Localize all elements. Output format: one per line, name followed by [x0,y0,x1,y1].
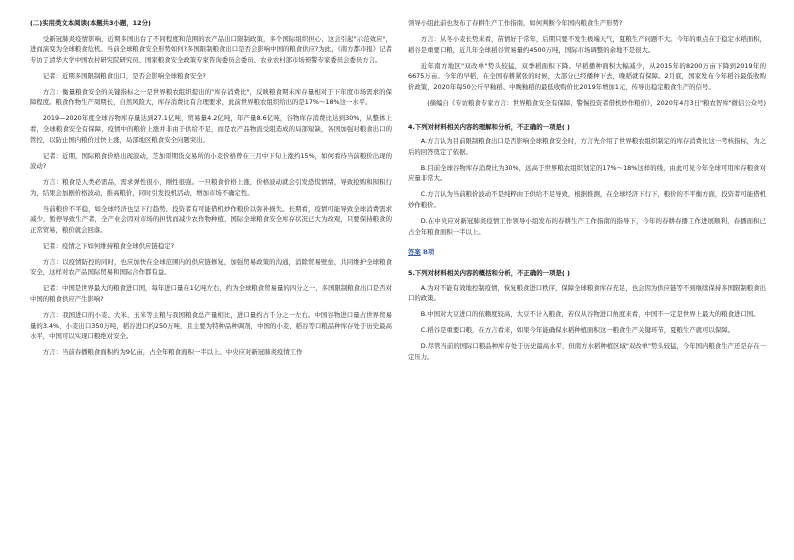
paragraph: 方言：我国进口的小麦、大米、玉米等主粮与我国粮食总产量相比，进口量约占千分之一左右。中国谷物进口量占世界贸易量的3.4%，小麦出口350万吨，稻谷进口约250万吨，且主要为特种品种调剂，中国的小麦、稻谷等口粮品种库存处于历史最高水平，中国可以实现口粮绝对安全。 [30,310,392,341]
paragraph: 2019—2020年度全球谷物库存量达到27.1亿吨，贸易量4.2亿吨，年产量8.6亿吨，谷物库存消费比达到30%，从整体上看，全球粮食安全有保障，疫情中的粮价上涨并非由于供给不足，而是农产品物流受阻造成的局部短缺，各国加强对粮食出口的管控，以防止国内粮价过快上涨，局部地区粮食安全问题突出。 [30,114,392,144]
answer-label[interactable]: 答案 [408,247,421,256]
paragraph: 方言：以疫情防控的同时，也应加快在全球范围内的供应链修复，加强贸易政策的沟通，消除贸易壁垒，共同维护全球粮食安全，这样对农产品国际贸易和国际合作都有益。 [30,257,392,277]
option-b: B.目前全球谷物库存消费比为30%，远高于世界粮农组织划定的17%～18%这样的线，由此可见今年全球可用库存粮食对应量非常大。 [408,163,766,183]
option-c: C.稻谷是重要口粮，在方言看来，如果今年能确保水稻种植面积这一粮食生产关键环节，夏粮生产就可以保障。 [420,326,735,335]
interview-question: 记者：中国是世界最大的粮食进口国，每年进口量在1亿吨左右，约为全球粮食贸易量的四分之一，多国限制粮食出口是否对中国的粮食供应产生影响? [30,284,392,303]
option-a: A.方言认为目前限制粮食出口是否影响全球粮食安全时，方言先介绍了世界粮农组织制定的库存消费比这一考核指标，为之后的回答奠定了依据。 [408,137,766,156]
question-4-title: 4.下列对材料相关内容的理解和分析，不正确的一项是( ) [408,122,570,131]
source-citation: (摘编自《专访粮食专家方言：世界粮食安全有保障，警惕投资者借机炒作粮价》，2020年4月3日"粮农智库"微信公众号) [427,98,766,107]
interview-question: 记者：疫情之下如何维持粮食全球供应链稳定? [42,241,175,250]
answer-line [408,247,766,258]
paragraph: 近年南方地区"双改单"势头较猛，双季稻面积下降。早稻播种面积大幅减少，从2015年的8200万亩下降到2019年的6675万亩。今年的早稻，在全国春耕紧张的时候，大部分已经播种下去，晚稻就有保障。2月底，国家发布今年稻谷最低收购价政策，2020年每50公斤早籼稻、中晚籼稻的最低收购价比2019年增加1元，传导出稳定粮食生产的信号。 [408,61,766,91]
paragraph: 当前粮价不平稳，如全球经济也呈下行趋势，投资者有可能借机炒作粮价以弥补损失。长期看，疫情可能导致全球消费需求减少，暂停导致生产者，全产业会因对市场的担忧而减少农作物种植，国际全球粮食安全库存状况已大为改观，只要保持粮食的正常贸易，粮价就会回落。 [30,204,392,234]
section-title: (二)实用类文本阅读(本题共3小题，12分) [30,19,151,27]
paragraph: 方言：衡量粮食安全的关键指标之一是世界粮农组织提出的"库存消费比"，反映粮食期末库存量相对于下年度市场需求的保障程度。粮食作物生产周期长，自然风险大，库存消费比有合理要求，此前世界粮农组织给出的是17%～18%这一水平。 [30,87,392,107]
interview-question: 记者：近期多国限制粮食出口，是否会影响全球粮食安全? [42,71,206,80]
interview-question: 记者：近期，国际粮食价格出现波动，芝加哥期货交易所的小麦价格曾在三月中下旬上涨约15%，如何看待当前粮价出现的波动? [30,151,392,171]
paragraph: 方言：当前春播粮食面积约为9亿亩，占全年粮食面积一半以上。中央应对新冠肺炎疫情工作 [42,348,303,357]
option-d: D.尽管当前的国际口粮品种库存处于历史最高水平，但南方水稻种植区域"双改单"势头较猛，今年国内粮食生产还是存在一定压力。 [408,342,766,361]
right-column [408,18,766,365]
option-b: B.中国对大豆进口的依赖度较高，大豆不计入粮食，若仅从谷物进口角度来看，中国不一定是世界上最大的粮食进口国。 [420,310,760,319]
paragraph: 方言：从冬小麦长势来看，苗情好于常年，后期只要不发生极端天气，夏粮生产问题不大。今年的重点在于稳定水稻面积，稻谷是重要口粮，近几年全球稻谷贸易量约4500万吨，国际市场调整的余地不是很大。 [408,34,766,54]
answer-value: B项 [423,247,435,256]
paragraph: 领导小组此前也发布了春耕生产工作指南，如何判断今年国内粮食生产形势? [408,19,623,27]
paragraph: 方言：粮食是人类必需品，需求弹性很小，刚性很强。一旦粮食价格上涨，价格波动就会引发恐慌情绪，导致抢购和囤积行为，结果会加剧价格波动，推高粮价，同时引发投机活动，增加市场不确定性。 [30,178,392,197]
option-c: C.方言认为当前粮价波动不是纯粹由于供给不足导致，根据推测，在全球经济下行下，粮价的不平衡方面，投资者可能借机炒作粮价。 [408,190,766,210]
paragraph: 受新冠肺炎疫情影响，近期多国出台了不同程度和范围的农产品出口限制政策，多个国际组织担心，这会引起"示范效应"，进而演变为全球粮食危机。当前全球粮食安全形势如何?多国限制粮食出口是否会影响中国的粮食供应?为此，《南方都市报》记者专访了清华大学中国农村研究院研究员、国家粮食安全政策专家咨询委员会委员、农业农村部市场预警专家委员会委员方言。 [30,34,392,64]
option-a: A.为对不能有效地控制疫情，恢复粮食进口秩序，保障全球粮食库存充足，也会因为供应链等不到继续保持多国限制粮食出口的政策。 [408,283,766,303]
option-d: D.在中央应对新冠肺炎疫情工作领导小组发布的春耕生产工作指南的指导下，今年的春耕春播工作进展顺利，春播面积已占全年粮食面积一半以上。 [408,217,766,236]
left-column [30,18,392,360]
question-5-title: 5.下列对材料相关内容的概括和分析，不正确的一项是( ) [408,269,570,278]
